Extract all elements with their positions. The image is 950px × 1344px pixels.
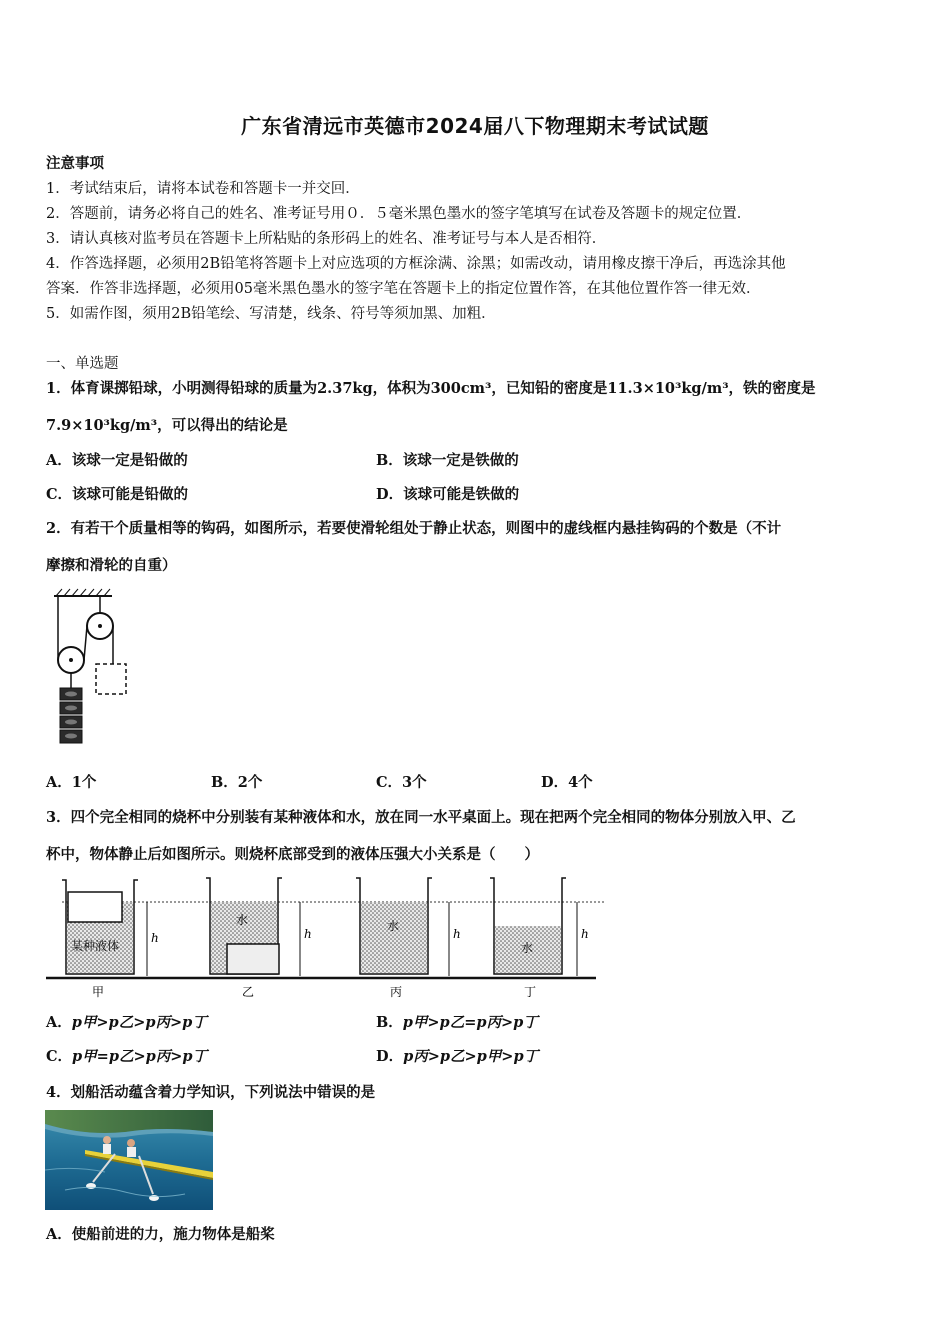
q2-option-a[interactable]: A．1个 (46, 774, 97, 791)
liquid-label: 某种液体 (71, 939, 120, 953)
water-label: 水 (521, 941, 534, 955)
q1-option-b[interactable]: B．该球一定是铁做的 (376, 452, 519, 469)
q3-option-a-formula: p甲>p乙>p丙>p丁 (71, 1014, 207, 1031)
q3-option-a[interactable]: A．p甲>p乙>p丙>p丁 (46, 1014, 207, 1031)
q2-option-d[interactable]: D．4个 (541, 774, 593, 791)
notice-item: 5．如需作图，须用2B铅笔绘、写清楚，线条、符号等须加黑、加粗． (46, 306, 496, 322)
q1-stem-line1: 1．体育课掷铅球，小明测得铅球的质量为2.37kg，体积为300cm³，已知铅的密度是11.3×10³kg/m³，铁的密度是 (46, 380, 816, 397)
notice-item: 答案．作答非选择题，必须用05毫米黑色墨水的签字笔在答题卡上的指定位置作答，在其他位置作答一律无效． (46, 281, 761, 297)
q4-stem: 4．划船活动蕴含着力学知识，下列说法中错误的是 (46, 1084, 376, 1101)
page-title: 广东省清远市英德市2024届八下物理期末考试试题 (241, 114, 709, 138)
water-label: 水 (236, 913, 249, 927)
q2-option-c[interactable]: C．3个 (376, 774, 427, 791)
height-label: h (151, 931, 159, 945)
notice-item: 4．作答选择题，必须用2B铅笔将答题卡上对应选项的方框涂满、涂黑；如需改动，请用橡皮擦干净后，再选涂其他 (46, 256, 786, 272)
notice-item: 3．请认真核对监考员在答题卡上所粘贴的条形码上的姓名、准考证号与本人是否相符． (46, 231, 607, 247)
q3-option-b[interactable]: B．p甲>p乙=p丙>p丁 (376, 1014, 538, 1031)
q2-option-b[interactable]: B．2个 (211, 774, 263, 791)
rowing-photo (45, 1110, 213, 1210)
q1-option-d[interactable]: D．该球可能是铁做的 (376, 486, 520, 503)
q3-option-d[interactable]: D．p丙>p乙>p甲>p丁 (376, 1048, 539, 1065)
q1-stem-line2: 7.9×10³kg/m³，可以得出的结论是 (46, 417, 288, 434)
q3-option-c-formula: p甲=p乙>p丙>p丁 (72, 1048, 208, 1065)
q3-stem-line2: 杯中，物体静止后如图所示。则烧杯底部受到的液体压强大小关系是（ ） (46, 846, 539, 863)
beaker-label: 乙 (242, 985, 255, 998)
q2-stem-line2: 摩擦和滑轮的自重） (46, 557, 177, 574)
water-label: 水 (387, 919, 400, 933)
beaker-label: 丙 (390, 985, 403, 998)
beaker-label: 丁 (524, 985, 537, 998)
pulley-diagram (50, 588, 130, 750)
q2-stem-line1: 2．有若干个质量相等的钩码，如图所示，若要使滑轮组处于静止状态，则图中的虚线框内悬挂钩码的个数是（不计 (46, 520, 782, 537)
height-label: h (453, 927, 461, 941)
q3-option-b-formula: p甲>p乙=p丙>p丁 (402, 1014, 538, 1031)
q3-option-c[interactable]: C．p甲=p乙>p丙>p丁 (46, 1048, 208, 1065)
beakers-diagram (44, 872, 604, 998)
height-label: h (304, 927, 312, 941)
notice-item: 2．答题前，请务必将自己的姓名、准考证号用０．５毫米黑色墨水的签字笔填写在试卷及答题卡的规定位置． (46, 206, 752, 222)
q1-option-c[interactable]: C．该球可能是铅做的 (46, 486, 189, 503)
notice-item: 1．考试结束后，请将本试卷和答题卡一并交回． (46, 181, 360, 197)
height-label: h (581, 927, 589, 941)
q3-stem-line1: 3．四个完全相同的烧杯中分别装有某种液体和水，放在同一水平桌面上。现在把两个完全相同的物体分别放入甲、乙 (46, 809, 796, 826)
q3-option-d-formula: p丙>p乙>p甲>p丁 (403, 1048, 539, 1065)
q4-option-a[interactable]: A．使船前进的力，施力物体是船桨 (46, 1226, 275, 1243)
q1-option-a[interactable]: A．该球一定是铅做的 (46, 452, 188, 469)
notice-heading: 注意事项 (46, 155, 104, 172)
beaker-label: 甲 (92, 985, 105, 998)
section-heading: 一、单选题 (46, 356, 119, 372)
